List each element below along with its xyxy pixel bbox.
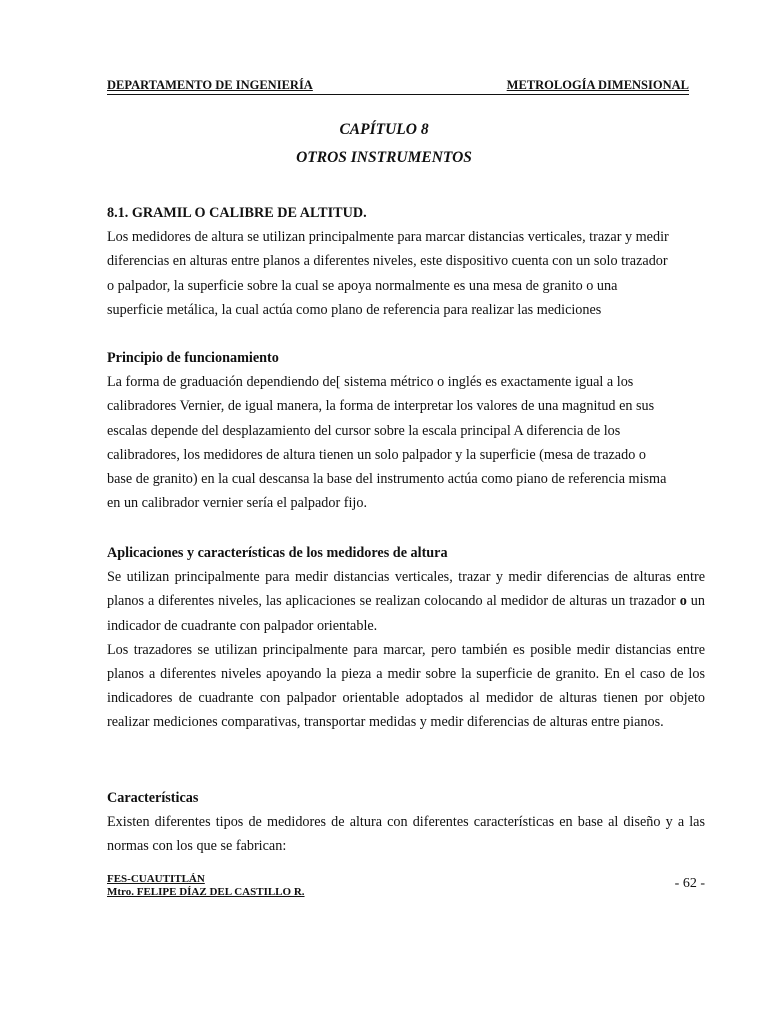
paragraph-line: calibradores Vernier, de igual manera, la forma de interpretar los valores de una magnitud en sus: [107, 398, 655, 415]
chapter-title: OTROS INSTRUMENTOS: [296, 149, 472, 166]
header-department: DEPARTAMENTO DE INGENIERÍA: [107, 78, 313, 92]
paragraph-bold-text: o: [679, 593, 687, 610]
section-caracteristicas: [107, 786, 705, 859]
footer-institution: FES-CUAUTITLÁN: [107, 873, 205, 885]
paragraph-line: o palpador, la superficie sobre la cual se apoya normalmente es una mesa de granito o una: [107, 277, 618, 294]
section-heading: Principio de funcionamiento: [107, 350, 279, 366]
page-number: - 62 -: [674, 876, 705, 891]
page-header: [107, 78, 689, 95]
page-footer: [107, 873, 305, 899]
paragraph-line: base de granito) en la cual descansa la base del instrumento actúa como piano de referencia misma: [107, 471, 667, 488]
paragraph: Los trazadores se utilizan principalmente para marcar, pero también es posible medir distancias entre planos a diferentes niveles apoyando la pieza a medir sobre la superficie de granito. En el caso de los indicadores de cuadrante con palpador orientable adoptados al medidor de alturas tienen por objeto realizar mediciones comparativas, transportar medidas y medir diferencias de alturas entre pianos.: [107, 641, 705, 731]
section-heading: Aplicaciones y características de los medidores de altura: [107, 545, 448, 561]
paragraph-line: diferencias en alturas entre planos a diferentes niveles, este dispositivo cuenta con un solo trazador: [107, 253, 668, 270]
section-heading: 8.1. GRAMIL O CALIBRE DE ALTITUD.: [107, 205, 367, 221]
header-subject: METROLOGÍA DIMENSIONAL: [506, 78, 689, 92]
section-aplicaciones: [107, 541, 705, 735]
paragraph-line: escalas depende del desplazamiento del cursor sobre la escala principal A diferencia de los: [107, 422, 621, 439]
paragraph-line: Los medidores de altura se utilizan principalmente para marcar distancias verticales, trazar y medir: [107, 229, 669, 246]
paragraph-text: un indicador de cuadrante con palpador orientable.: [107, 593, 705, 634]
paragraph-line: superficie metálica, la cual actúa como plano de referencia para realizar las mediciones: [107, 301, 602, 318]
paragraph-line: en un calibrador vernier sería el palpador fijo.: [107, 495, 367, 512]
footer-author: Mtro. FELIPE DÍAZ DEL CASTILLO R.: [107, 886, 305, 898]
section-heading: Características: [107, 790, 199, 806]
paragraph: [107, 565, 705, 638]
paragraph: Existen diferentes tipos de medidores de altura con diferentes características en base al diseño y a las normas con los que se fabrican:: [107, 814, 705, 855]
paragraph-line: La forma de graduación dependiendo de[ sistema métrico o inglés es exactamente igual a los: [107, 374, 634, 391]
chapter-number: CAPÍTULO 8: [339, 121, 429, 138]
section-principio: [107, 346, 705, 515]
section-gramil: [107, 201, 705, 322]
paragraph-text: Se utilizan principalmente para medir distancias verticales, trazar y medir diferencias de alturas entre planos a diferentes niveles, las aplicaciones se realizan colocando al medidor de alturas un trazador: [107, 569, 705, 610]
paragraph-line: calibradores, los medidores de altura tienen un solo palpador y la superficie (mesa de trazado o: [107, 446, 646, 463]
